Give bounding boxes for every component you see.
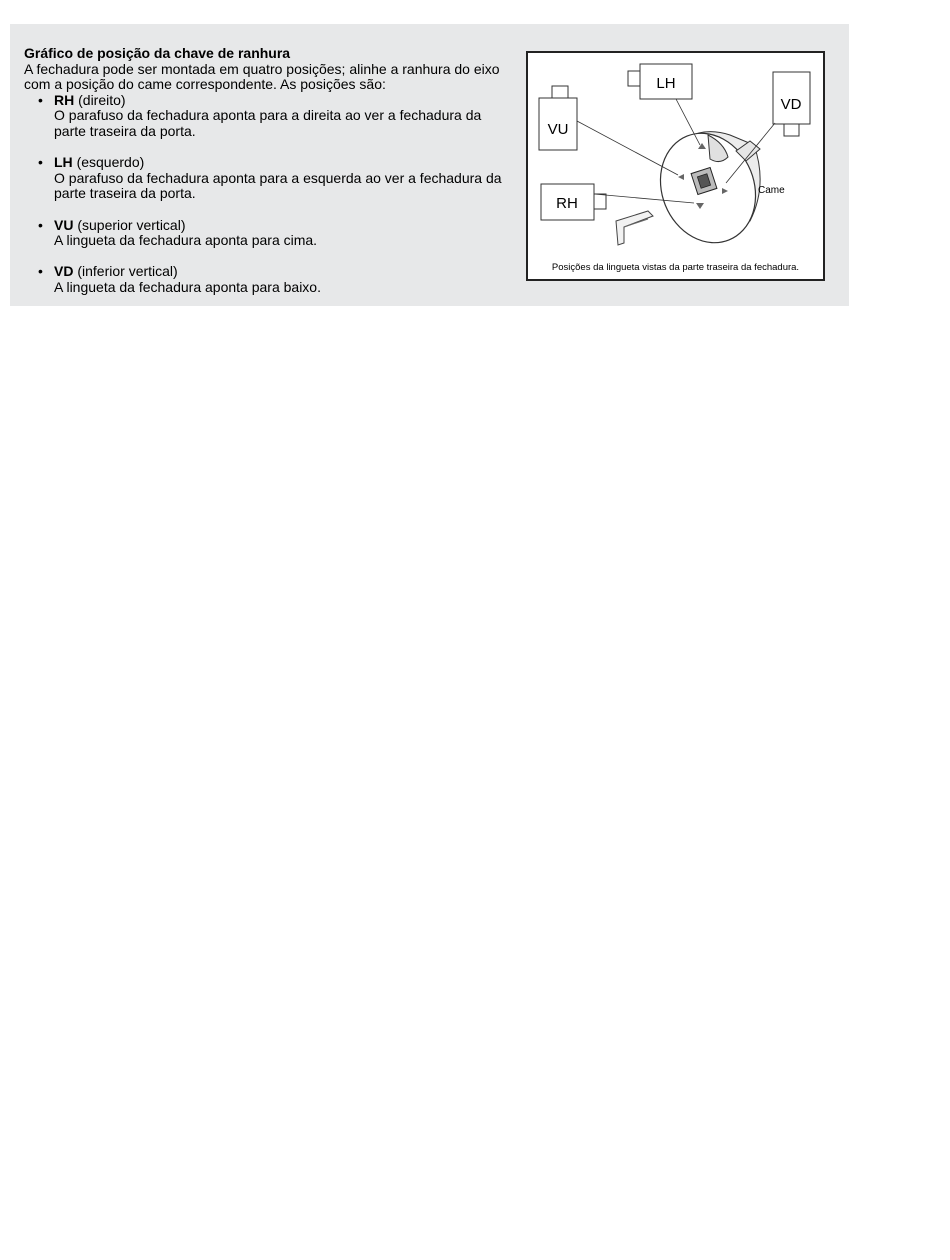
bullet: •: [38, 216, 43, 233]
lock-diagram: [528, 53, 823, 279]
position-name: (inferior vertical): [77, 263, 178, 280]
figure-caption: Posições da lingueta vistas da parte traseira da fechadura.: [551, 262, 800, 273]
label-lh: LH: [656, 75, 676, 92]
label-came: Came: [758, 185, 785, 196]
position-description: A lingueta da fechadura aponta para baixo.: [54, 278, 321, 295]
section-title: Gráfico de posição da chave de ranhura: [24, 45, 291, 61]
position-code: VU: [54, 216, 74, 233]
position-description: A lingueta da fechadura aponta para cima.: [54, 232, 318, 249]
position-description: O parafuso da fechadura aponta para a direita ao ver a fechadura da parte traseira da porta.: [54, 107, 482, 139]
lh-tab: [628, 71, 640, 86]
list-item-rh: [24, 93, 514, 140]
position-name: (esquerdo): [76, 154, 145, 171]
bullet: •: [38, 91, 43, 108]
position-code: LH: [54, 154, 73, 171]
rh-tab: [594, 194, 606, 209]
label-vd: VD: [780, 96, 802, 113]
bullet: •: [38, 154, 43, 171]
position-name: (direito): [78, 91, 126, 108]
slot-position-panel: [10, 24, 849, 306]
section-intro: A fechadura pode ser montada em quatro posições; alinhe a ranhura do eixo com a posição do came correspondente. As posições são:: [24, 60, 500, 93]
lock-position-figure: [526, 51, 825, 281]
vd-tab: [784, 124, 799, 136]
list-item-lh: [24, 155, 514, 202]
position-code: VD: [54, 263, 74, 280]
leader-vu: [577, 121, 678, 175]
vu-tab: [552, 86, 568, 98]
label-vu: VU: [547, 121, 569, 138]
position-code: RH: [54, 91, 75, 108]
text-column: [24, 46, 514, 311]
bullet: •: [38, 263, 43, 280]
list-item-vd: [24, 264, 514, 295]
positions-list: [24, 93, 514, 296]
slot-key-icon: [616, 211, 653, 245]
position-description: O parafuso da fechadura aponta para a esquerda ao ver a fechadura da parte traseira da porta.: [54, 169, 502, 202]
label-rh: RH: [556, 195, 578, 212]
list-item-vu: [24, 218, 514, 249]
position-name: (superior vertical): [77, 216, 186, 233]
